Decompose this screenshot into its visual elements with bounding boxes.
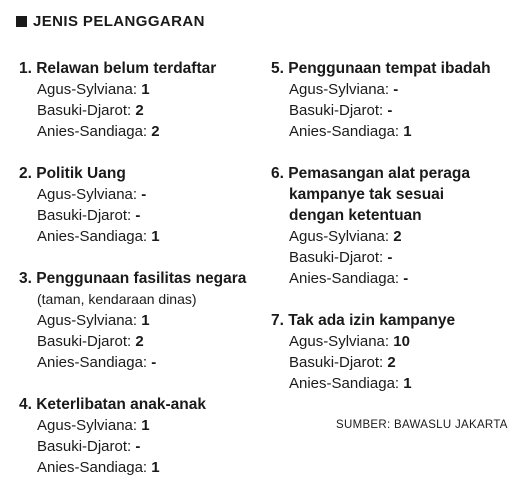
violation-title-line: 6. Pemasangan alat peraga	[271, 165, 471, 182]
candidate-value: -	[151, 354, 157, 371]
violation-item	[19, 58, 264, 142]
violation-title: 3. Penggunaan fasilitas negara	[19, 270, 247, 287]
violation-item	[271, 310, 521, 394]
source-credit: SUMBER: BAWASLU JAKARTA	[336, 419, 508, 431]
candidate-row	[19, 331, 264, 352]
candidate-row	[19, 226, 264, 247]
candidate-row	[271, 331, 521, 352]
candidate-label: Anies-Sandiaga:	[289, 123, 400, 140]
candidate-value: 1	[141, 312, 150, 329]
candidate-value: 2	[151, 123, 160, 140]
violation-item	[19, 163, 264, 247]
candidate-row	[19, 100, 264, 121]
candidate-value: 2	[135, 333, 144, 350]
candidate-value: -	[403, 270, 409, 287]
violation-title: 5. Penggunaan tempat ibadah	[271, 60, 491, 77]
candidate-row	[271, 268, 521, 289]
candidate-row	[19, 457, 264, 478]
candidate-label: Agus-Sylviana:	[37, 417, 138, 434]
candidate-row	[19, 79, 264, 100]
violation-item	[271, 58, 521, 142]
candidate-value: 2	[387, 354, 396, 371]
candidate-value: 2	[135, 102, 144, 119]
candidate-row	[19, 310, 264, 331]
candidate-value: 1	[141, 417, 150, 434]
candidate-row	[271, 247, 521, 268]
candidate-value: 2	[393, 228, 402, 245]
candidate-label: Agus-Sylviana:	[37, 186, 138, 203]
violation-title: 7. Tak ada izin kampanye	[271, 312, 456, 329]
candidate-label: Basuki-Djarot:	[37, 207, 132, 224]
candidate-row	[271, 121, 521, 142]
candidate-label: Agus-Sylviana:	[289, 81, 390, 98]
candidate-label: Basuki-Djarot:	[37, 102, 132, 119]
violation-item	[19, 268, 264, 373]
candidate-label: Basuki-Djarot:	[37, 333, 132, 350]
candidate-label: Basuki-Djarot:	[289, 249, 384, 266]
candidate-value: -	[135, 438, 141, 455]
page-title: JENIS PELANGGARAN	[33, 13, 205, 30]
candidate-row	[271, 373, 521, 394]
candidate-value: 1	[151, 459, 160, 476]
violation-title: 4. Keterlibatan anak-anak	[19, 396, 206, 413]
violation-title-line: kampanye tak sesuai	[289, 186, 445, 203]
violation-title: 1. Relawan belum terdaftar	[19, 60, 217, 77]
candidate-label: Anies-Sandiaga:	[37, 459, 148, 476]
candidate-value: 10	[393, 333, 410, 350]
header	[16, 13, 205, 30]
candidate-value: 1	[403, 123, 412, 140]
candidate-row	[19, 121, 264, 142]
candidate-row	[271, 352, 521, 373]
candidate-label: Anies-Sandiaga:	[37, 228, 148, 245]
candidate-label: Basuki-Djarot:	[37, 438, 132, 455]
violation-item	[271, 163, 521, 289]
candidate-value: -	[387, 249, 393, 266]
candidate-label: Agus-Sylviana:	[289, 228, 390, 245]
candidate-label: Basuki-Djarot:	[289, 102, 384, 119]
candidate-label: Agus-Sylviana:	[37, 312, 138, 329]
violation-note: (taman, kendaraan dinas)	[37, 291, 197, 307]
candidate-value: -	[387, 102, 393, 119]
right-column	[271, 58, 521, 415]
candidate-label: Basuki-Djarot:	[289, 354, 384, 371]
candidate-value: -	[135, 207, 141, 224]
candidate-row	[271, 100, 521, 121]
candidate-value: 1	[141, 81, 150, 98]
candidate-label: Agus-Sylviana:	[37, 81, 138, 98]
left-column	[19, 58, 264, 486]
candidate-label: Anies-Sandiaga:	[289, 375, 400, 392]
candidate-row	[19, 415, 264, 436]
candidate-value: 1	[151, 228, 160, 245]
candidate-row	[19, 352, 264, 373]
candidate-value: 1	[403, 375, 412, 392]
violation-title-line: dengan ketentuan	[289, 207, 422, 224]
candidate-label: Anies-Sandiaga:	[289, 270, 400, 287]
candidate-value: -	[393, 81, 399, 98]
candidate-label: Agus-Sylviana:	[289, 333, 390, 350]
candidate-row	[271, 226, 521, 247]
square-bullet-icon	[16, 16, 27, 27]
candidate-row	[271, 79, 521, 100]
candidate-row	[19, 436, 264, 457]
candidate-row	[19, 184, 264, 205]
candidate-value: -	[141, 186, 147, 203]
candidate-row	[19, 205, 264, 226]
violation-item	[19, 394, 264, 478]
candidate-label: Anies-Sandiaga:	[37, 123, 148, 140]
violation-title: 2. Politik Uang	[19, 165, 126, 182]
candidate-label: Anies-Sandiaga:	[37, 354, 148, 371]
